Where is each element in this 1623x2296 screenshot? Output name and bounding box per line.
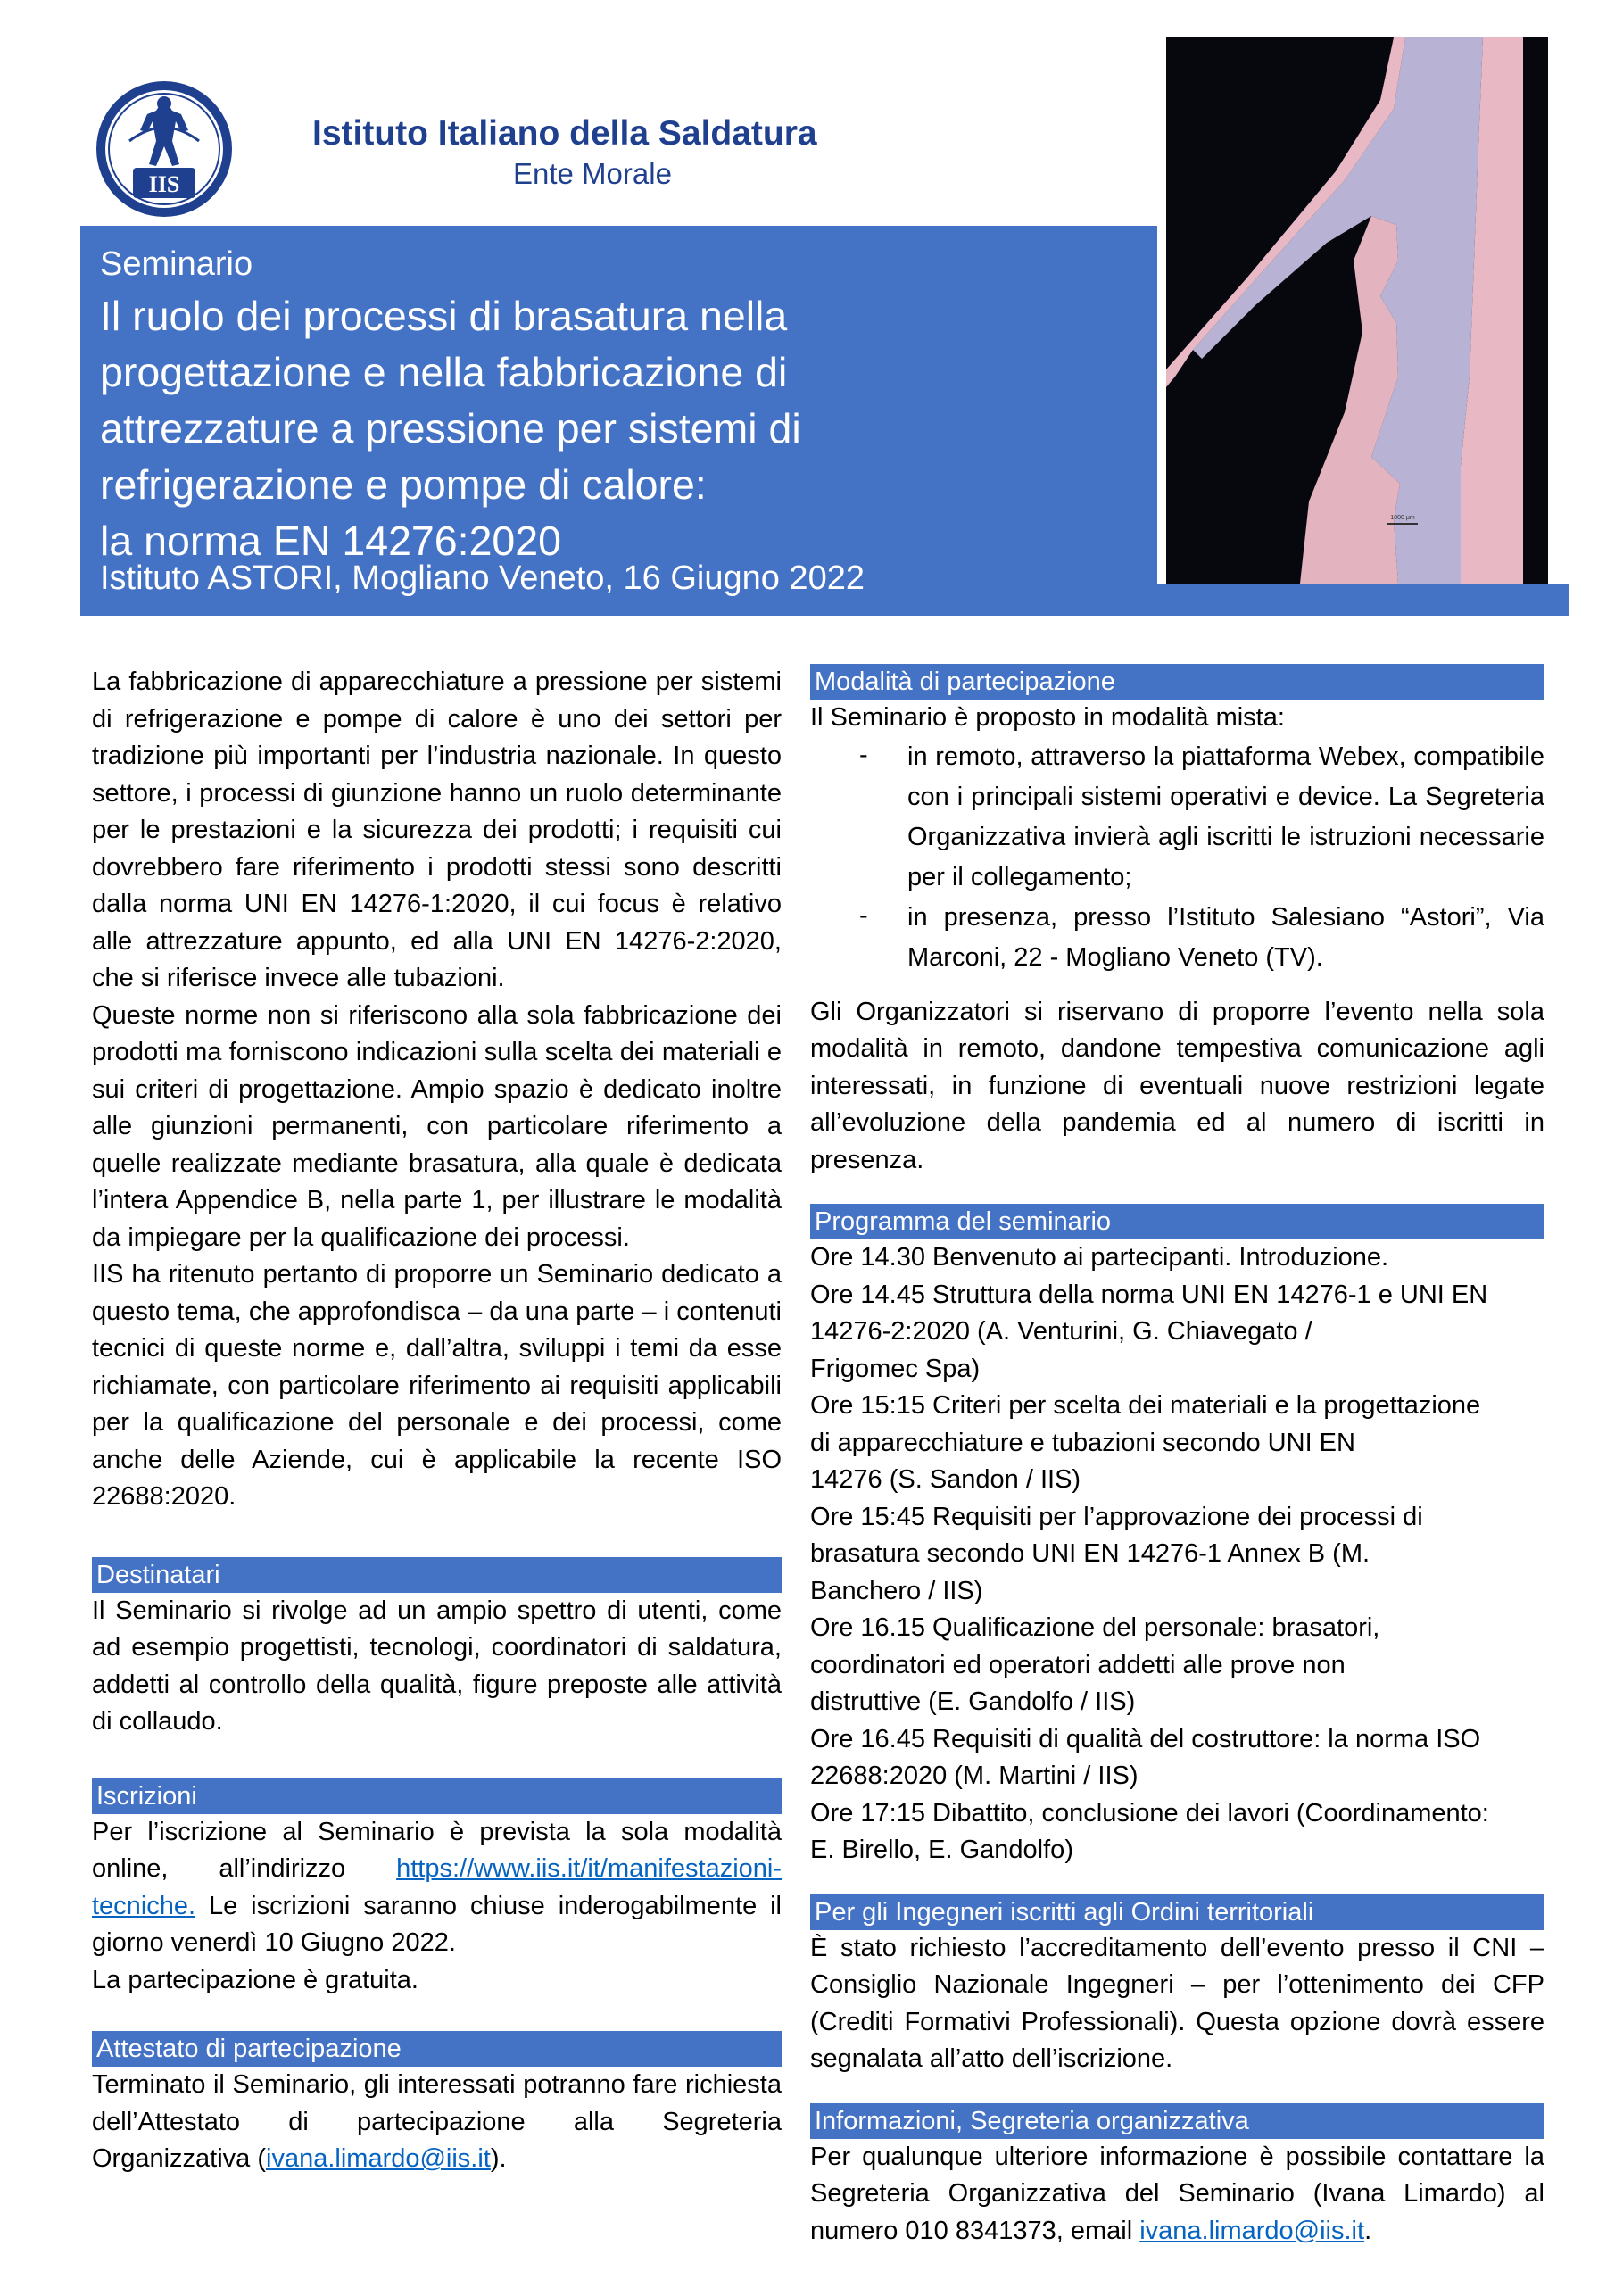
title-line: la norma EN 14276:2020	[100, 518, 562, 564]
program-item-cont: Banchero / IIS)	[810, 1576, 983, 1605]
iscrizioni-link[interactable]: https://www.iis.it/it/manifestazioni-tecniche.	[92, 1854, 783, 1920]
program-item-cont: Frigomec Spa)	[810, 1354, 981, 1383]
title-line: progettazione e nella fabbricazione di	[100, 349, 788, 395]
iis-logo	[94, 79, 235, 220]
list-item	[810, 737, 1544, 898]
modalita-intro: Il Seminario è proposto in modalità mista:	[810, 703, 1285, 732]
intro-paragraph: IIS ha ritenuto pertanto di proporre un Seminario dedicato a questo tema, che approfondisca – da una parte – i contenuti tecnici di queste norme e, dall’altra, sviluppi i temi da esse richiamate, con particolare riferimento ai requisiti applicabili per la qualificazione del personale e dei processi, come anche delle Aziende, cui è applicabile la recente ISO 22688:2020.	[92, 1260, 782, 1511]
destinatari-heading: Destinatari	[92, 1557, 782, 1593]
bullet-dash: -	[859, 900, 868, 930]
org-subtitle: Ente Morale	[513, 157, 672, 190]
iscrizioni-free: La partecipazione è gratuita.	[92, 1965, 418, 1994]
program-item-cont: brasatura secondo UNI EN 14276-1 Annex B (M.	[810, 1539, 1370, 1568]
info-text	[810, 2139, 1544, 2250]
program-item-cont: E. Birello, E. Gandolfo)	[810, 1836, 1073, 1864]
program-item-cont: 14276 (S. Sandon / IIS)	[810, 1465, 1081, 1494]
program-item-cont: 14276-2:2020 (A. Venturini, G. Chiavegato /	[810, 1317, 1312, 1346]
list-item	[810, 898, 1544, 978]
program-item: Ore 17:15 Dibattito, conclusione dei lavori (Coordinamento:	[810, 1798, 1489, 1828]
program-item-cont: distruttive (E. Gandolfo / IIS)	[810, 1687, 1136, 1716]
seminar-label: Seminario	[100, 245, 253, 283]
modalita-heading: Modalità di partecipazione	[810, 664, 1544, 700]
iscrizioni-pre: Per l’iscrizione al Seminario è prevista la sola modalità online, all’indirizzo	[92, 1817, 782, 1883]
title-line: Il ruolo dei processi di brasatura nella	[100, 293, 788, 339]
ingegneri-text: È stato richiesto l’accreditamento dell’evento presso il CNI – Consiglio Nazionale Ingegneri – per l’ottenimento dei CFP (Crediti Formativi Professionali). Questa opzione dovrà essere segnalata all’atto dell’iscrizione.	[810, 1933, 1544, 2073]
program-item-cont: coordinatori ed operatori addetti alle prove non	[810, 1650, 1346, 1679]
program-item: Ore 14.45 Struttura della norma UNI EN 14276-1 e UNI EN	[810, 1280, 1488, 1309]
iscrizioni-post: Le iscrizioni saranno chiuse inderogabilmente il giorno venerdì 10 Giugno 2022.	[92, 1891, 782, 1957]
attestato-email-link[interactable]: ivana.limardo@iis.it	[266, 2144, 491, 2173]
seminar-title	[100, 288, 1117, 569]
attestato-pre: Terminato il Seminario, gli interessati potranno fare richiesta dell’Attestato di partecipazione alla Segreteria Organizzativa (	[92, 2070, 782, 2173]
iscrizioni-heading: Iscrizioni	[92, 1778, 782, 1814]
program-item-cont: di apparecchiature e tubazioni secondo UNI EN	[810, 1428, 1355, 1457]
attestato-post: ).	[490, 2144, 507, 2173]
modalita-note: Gli Organizzatori si riservano di proporre l’evento nella sola modalità in remoto, dandone tempestiva comunicazione agli interessati, in funzione di eventuali nuove restrizioni legate all’evoluzione della pandemia ed al numero di iscritti in presenza.	[810, 997, 1544, 1174]
info-pre: Per qualunque ulteriore informazione è possibile contattare la Segreteria Organizzativa del Seminario (Ivana Limardo) al numero 010 8341373, email	[810, 2142, 1544, 2245]
logo-text: IIS	[148, 171, 180, 197]
banner-extension	[1157, 584, 1569, 616]
place-date: Istituto ASTORI, Mogliano Veneto, 16 Giugno 2022	[100, 559, 865, 597]
info-post: .	[1364, 2216, 1372, 2245]
attestato-heading: Attestato di partecipazione	[92, 2031, 782, 2067]
info-email-link[interactable]: ivana.limardo@iis.it	[1139, 2216, 1365, 2245]
ingegneri-heading: Per gli Ingegneri iscritti agli Ordini territoriali	[810, 1894, 1544, 1930]
title-line: attrezzature a pressione per sistemi di	[100, 405, 801, 452]
destinatari-text: Il Seminario si rivolge ad un ampio spettro di utenti, come ad esempio progettisti, tecnologi, coordinatori di saldatura, addetti al controllo della qualità, figure preposte alle attività di collaudo.	[92, 1596, 782, 1736]
bullet-dash: -	[859, 740, 868, 769]
left-column	[92, 664, 782, 2178]
title-banner	[80, 226, 1157, 616]
intro-paragraph: La fabbricazione di apparecchiature a pressione per sistemi di refrigerazione e pompe di calore è uno dei settori per tradizione più importanti per l’industria nazionale. In questo settore, i processi di giunzione hanno un ruolo determinante per le prestazioni e la sicurezza dei prodotti; i requisiti cui dovrebbero fare riferimento i prodotti stessi sono descritti dalla norma UNI EN 14276-1:2020, il cui focus è relativo alle attrezzature appunto, ed alla UNI EN 14276-2:2020, che si riferisce invece alle tubazioni.	[92, 667, 782, 992]
program-item: Ore 14.30 Benvenuto ai partecipanti. Introduzione.	[810, 1243, 1389, 1272]
scale-label: 1000 μm	[1390, 515, 1415, 521]
title-line: refrigerazione e pompe di calore:	[100, 461, 707, 508]
program-item: Ore 15:45 Requisiti per l’approvazione dei processi di	[810, 1502, 1423, 1531]
info-heading: Informazioni, Segreteria organizzativa	[810, 2103, 1544, 2139]
program-item: Ore 16.15 Qualificazione del personale: brasatori,	[810, 1613, 1380, 1642]
program-item: Ore 15:15 Criteri per scelta dei materiali e la progettazione	[810, 1391, 1481, 1420]
programma-heading: Programma del seminario	[810, 1204, 1544, 1239]
program-item: Ore 16.45 Requisiti di qualità del costruttore: la norma ISO	[810, 1724, 1481, 1753]
program-item-cont: 22688:2020 (M. Martini / IIS)	[810, 1761, 1139, 1790]
attestato-text	[92, 2067, 782, 2178]
right-column	[810, 664, 1544, 2250]
intro-paragraph: Queste norme non si riferiscono alla sola fabbricazione dei prodotti ma forniscono indicazioni sulla scelta dei materiali e sui criteri di progettazione. Ampio spazio è dedicato inoltre alle giunzioni permanenti, con particolare riferimento a quelle realizzate mediante brasatura, alla quale è dedicata l’intera Appendice B, nella parte 1, per illustrare le modalità da impiegare per la qualificazione dei processi.	[92, 1000, 782, 1252]
org-name: Istituto Italiano della Saldatura	[312, 114, 817, 153]
modalita-presence: in presenza, presso l’Istituto Salesiano “Astori”, Via Marconi, 22 - Mogliano Veneto (TV).	[907, 902, 1544, 972]
modalita-remote: in remoto, attraverso la piattaforma Webex, compatibile con i principali sistemi operativi e device. La Segreteria Organizzativa invierà agli iscritti le istruzioni necessarie per il collegamento;	[907, 742, 1544, 891]
programma-list	[810, 1239, 1544, 1869]
iscrizioni-text	[92, 1814, 782, 1962]
micrograph-image	[1166, 37, 1548, 584]
